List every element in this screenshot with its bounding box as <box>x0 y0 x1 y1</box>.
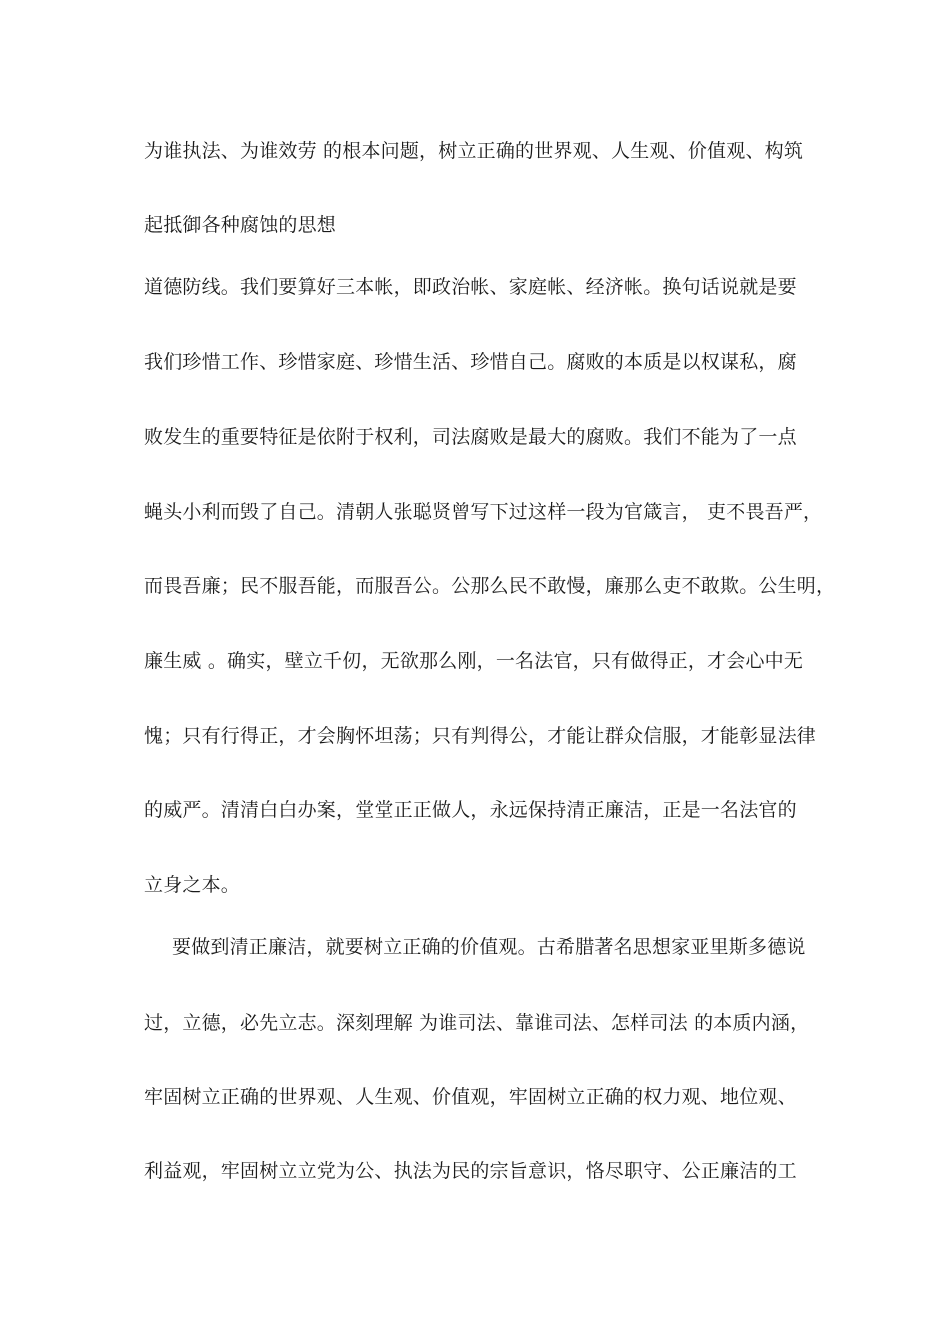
text-line-7: 而畏吾廉；民不服吾能，而服吾公。公那么民不敢慢，廉那么吏不敢欺。公生明， <box>144 575 836 597</box>
paragraph-start-line: 要做到清正廉洁，就要树立正确的价值观。古希腊著名思想家亚里斯多德说 <box>172 936 806 958</box>
text-line-9: 愧；只有行得正，才会胸怀坦荡；只有判得公，才能让群众信服，才能彰显法律 <box>144 725 817 747</box>
text-line-8: 廉生威 。确实，壁立千仞，无欲那么刚，一名法官，只有做得正，才会心中无 <box>144 650 804 672</box>
text-line-13: 过，立德，必先立志。深刻理解 为谁司法、靠谁司法、怎样司法 的本质内涵， <box>144 1012 810 1034</box>
text-line-10: 的威严。清清白白办案，堂堂正正做人，永远保持清正廉洁，正是一名法官的 <box>144 799 797 821</box>
text-line-2: 起抵御各种腐蚀的思想 <box>144 214 337 236</box>
text-line-3: 道德防线。我们要算好三本帐，即政治帐、家庭帐、经济帐。换句话说就是要 <box>144 276 797 298</box>
text-line-1: 为谁执法、为谁效劳 的根本问题，树立正确的世界观、人生观、价值观、构筑 <box>144 140 804 162</box>
text-line-11: 立身之本。 <box>144 874 241 896</box>
text-line-14: 牢固树立正确的世界观、人生观、价值观，牢固树立正确的权力观、地位观、 <box>144 1086 797 1108</box>
text-line-4: 我们珍惜工作、珍惜家庭、珍惜生活、珍惜自己。腐败的本质是以权谋私，腐 <box>144 351 797 373</box>
text-line-15: 利益观，牢固树立立党为公、执法为民的宗旨意识，恪尽职守、公正廉洁的工 <box>144 1160 797 1182</box>
text-line-5: 败发生的重要特征是依附于权利，司法腐败是最大的腐败。我们不能为了一点 <box>144 426 797 448</box>
text-line-6: 蝇头小利而毁了自己。清朝人张聪贤曾写下过这样一段为官箴言， 吏不畏吾严， <box>144 501 823 523</box>
